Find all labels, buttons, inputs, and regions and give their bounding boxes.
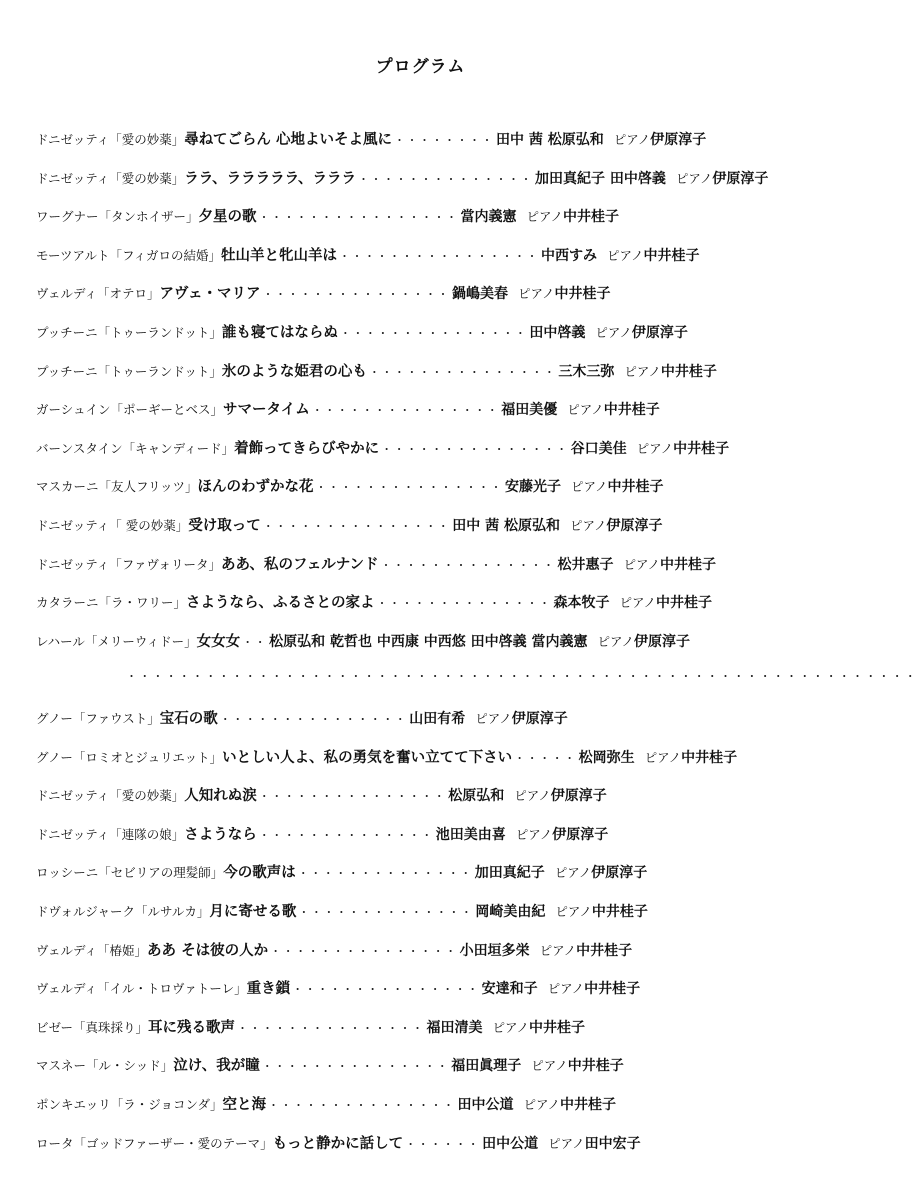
leader-dots: ・・・・・・・・・・・・・・・ xyxy=(219,713,408,726)
program-item xyxy=(36,589,826,628)
opera-title: 「メリーウィドー」 xyxy=(84,633,197,649)
opera-title: 「愛の妙薬」 xyxy=(109,170,185,186)
singer-names: 松井惠子 xyxy=(557,556,614,573)
pianist-name: 伊原淳子 xyxy=(650,132,707,148)
program-item xyxy=(36,396,826,435)
piano-label: ピアノ xyxy=(595,324,632,340)
pianist-name: 中井桂子 xyxy=(576,942,633,959)
leader-dots: ・・・・・・・・・・・・・・・・ xyxy=(258,211,459,225)
leader-dots: ・・・・・・・・・・・・・・・ xyxy=(237,1021,425,1035)
song-title: ああ そは彼の人か xyxy=(147,942,269,959)
pianist-name: 中井桂子 xyxy=(660,363,717,380)
opera-title: 「ファヴォリータ」 xyxy=(109,556,222,572)
singer-names: 田中公道 xyxy=(457,1096,514,1113)
song-title: 今の歌声は xyxy=(223,865,296,882)
singer-names: 池田美由喜 xyxy=(435,826,506,843)
program-item xyxy=(36,744,826,783)
opera-title: 「トゥーランドット」 xyxy=(97,363,222,379)
song-title: もっと静かに話して xyxy=(272,1135,404,1152)
song-title: ほんのわずかな花 xyxy=(197,479,314,496)
leader-dots: ・・・・・・・・・・・・・・・ xyxy=(261,1060,450,1074)
composer-name: ロッシーニ xyxy=(36,865,99,881)
singer-names: 松原弘和 xyxy=(448,788,505,805)
opera-title: 「ル・シッド」 xyxy=(86,1058,174,1074)
song-title: 人知れぬ涙 xyxy=(184,788,257,805)
piano-label: ピアノ xyxy=(475,711,512,726)
piano-label: ピアノ xyxy=(570,517,607,533)
opera-title: 「ゴッドファーザー・愛のテーマ」 xyxy=(73,1135,273,1151)
opera-title: 「連隊の娘」 xyxy=(109,826,185,842)
pianist-name: 中井桂子 xyxy=(673,440,730,457)
singer-names: 森本牧子 xyxy=(553,595,610,612)
leader-dots: ・・・・・ xyxy=(514,751,577,765)
composer-name: バーンスタイン xyxy=(36,440,123,456)
singer-names: 松原弘和 乾哲也 中西康 中西悠 田中啓義 當内義憲 xyxy=(269,633,588,650)
song-title: 泣け、我が瞳 xyxy=(173,1058,260,1075)
pianist-name: 中井桂子 xyxy=(681,749,738,766)
song-title: 牡山羊と牝山羊は xyxy=(221,247,338,264)
piano-label: ピアノ xyxy=(636,440,674,456)
leader-dots: ・・ xyxy=(242,635,268,649)
pianist-name: 伊原淳子 xyxy=(550,788,607,805)
composer-name: ドニゼッティ xyxy=(36,556,110,572)
opera-title: 「友人フリッツ」 xyxy=(98,479,198,495)
leader-dots: ・・・・・・・・・・・・・・ xyxy=(297,867,473,881)
composer-name: ガーシュイン xyxy=(36,402,111,418)
pianist-name: 田中宏子 xyxy=(584,1135,641,1152)
composer-name: プッチーニ xyxy=(36,363,98,379)
composer-name: ビゼー xyxy=(36,1019,74,1035)
piano-label: ピアノ xyxy=(624,363,661,379)
pianist-name: 中井桂子 xyxy=(643,247,700,264)
piano-label: ピアノ xyxy=(526,209,564,225)
piano-label: ピアノ xyxy=(492,1019,530,1035)
singer-names: 松岡弥生 xyxy=(578,749,635,766)
piano-label: ピアノ xyxy=(515,826,553,842)
program-item xyxy=(36,319,826,358)
song-title: 女女女 xyxy=(196,633,241,650)
program-item xyxy=(36,358,826,397)
program-item xyxy=(36,203,826,242)
song-title: 月に寄せる歌 xyxy=(209,903,297,920)
leader-dots: ・・・・・・・・・・・・・・ xyxy=(298,905,474,919)
pianist-name: 中井桂子 xyxy=(529,1019,586,1036)
program-item xyxy=(36,551,826,590)
piano-label: ピアノ xyxy=(675,170,713,186)
composer-name: カタラーニ xyxy=(36,595,99,611)
section-divider: ・・・・・・・・・・・・・・・・・・・・・・・・・・・・・・・・・・・・・・・・・・・・・・・・・・・・・・・・・・・・ xyxy=(126,670,918,683)
pianist-name: 中井桂子 xyxy=(567,1058,624,1075)
pianist-name: 中井桂子 xyxy=(584,981,641,998)
song-title: 夕星の歌 xyxy=(198,209,257,226)
program-item xyxy=(36,821,826,860)
singer-names: 三木三弥 xyxy=(558,363,615,380)
piano-label: ピアノ xyxy=(548,1135,585,1151)
piano-label: ピアノ xyxy=(554,865,592,881)
singer-names: 谷口美佳 xyxy=(570,440,627,457)
pianist-name: 中井桂子 xyxy=(607,479,664,496)
program-item xyxy=(36,512,826,551)
program-item xyxy=(36,628,826,667)
program-item xyxy=(36,126,826,165)
song-title: 氷のような姫君の心も xyxy=(221,363,367,380)
leader-dots: ・・・・・・・・・・・・・・・ xyxy=(339,326,528,340)
pianist-name: 中井桂子 xyxy=(603,402,660,419)
composer-name: ロータ xyxy=(36,1135,74,1151)
program-list-part-2 xyxy=(36,705,826,1168)
opera-title: 「トゥーランドット」 xyxy=(97,324,222,340)
pianist-name: 中井桂子 xyxy=(591,903,648,920)
song-title: 受け取って xyxy=(188,517,261,534)
leader-dots: ・・・・・・・・・・・・・・・ xyxy=(262,288,450,302)
composer-name: ドニゼッティ xyxy=(36,170,110,186)
program-item xyxy=(36,165,826,204)
pianist-name: 伊原淳子 xyxy=(631,324,688,341)
singer-names: 田中 茜 松原弘和 xyxy=(452,517,560,534)
opera-title: 「真珠採り」 xyxy=(73,1019,149,1035)
composer-name: ドニゼッティ xyxy=(36,517,110,533)
piano-label: ピアノ xyxy=(514,788,551,804)
opera-title: 「椿姫」 xyxy=(97,942,148,958)
opera-title: 「セビリアの理髪師」 xyxy=(98,865,224,881)
program-item xyxy=(36,242,826,281)
piano-label: ピアノ xyxy=(539,942,577,958)
singer-names: 當内義憲 xyxy=(460,209,517,226)
piano-label: ピアノ xyxy=(555,903,592,919)
singer-names: 安藤光子 xyxy=(505,479,562,496)
singer-names: 福田美優 xyxy=(501,402,558,419)
pianist-name: 伊原淳子 xyxy=(591,865,648,882)
song-title: 耳に残る歌声 xyxy=(148,1019,236,1036)
leader-dots: ・・・・・・・・・・・・・・・ xyxy=(368,365,557,379)
pianist-name: 伊原淳子 xyxy=(712,170,769,187)
leader-dots: ・・・・・・・・・・・・・・・ xyxy=(315,481,504,495)
composer-name: レハール xyxy=(36,633,85,649)
song-title: 空と海 xyxy=(222,1096,267,1113)
composer-name: モーツアルト xyxy=(36,247,110,263)
opera-title: 「ラ・ジョコンダ」 xyxy=(110,1096,223,1112)
song-title: ララ、ラララララ、ラララ xyxy=(184,170,356,187)
leader-dots: ・・・・・・・・・・・・・・・ xyxy=(268,1098,456,1112)
composer-name: ドニゼッティ xyxy=(36,788,110,804)
composer-name: ワーグナー xyxy=(36,209,99,225)
leader-dots: ・・・・・・・・・・・・・・・・ xyxy=(339,249,540,263)
program-item xyxy=(36,1014,826,1053)
opera-title: 「キャンディード」 xyxy=(122,440,235,456)
piano-label: ピアノ xyxy=(607,247,644,263)
singer-names: 福田眞理子 xyxy=(451,1058,522,1075)
leader-dots: ・・・・・・・・・・・・・・・ xyxy=(381,442,569,456)
song-title: サマータイム xyxy=(223,402,310,419)
pianist-name: 伊原淳子 xyxy=(634,633,691,650)
singer-names: 岡崎美由紀 xyxy=(475,903,546,920)
program-item xyxy=(36,1130,826,1169)
leader-dots: ・・・・・・・・・・・・・・ xyxy=(380,558,556,572)
singer-names: 鍋嶋美春 xyxy=(451,286,508,303)
page-title: プログラム xyxy=(375,57,466,77)
opera-title: 「ラ・ワリー」 xyxy=(98,595,187,611)
singer-names: 小田垣多栄 xyxy=(459,942,530,959)
song-title: 尋ねてごらん 心地よいそよ風に xyxy=(184,132,392,148)
composer-name: ポンキエッリ xyxy=(36,1096,111,1112)
singer-names: 加田真紀子 xyxy=(474,865,545,882)
pianist-name: 中井桂子 xyxy=(656,595,713,612)
opera-title: 「ロミオとジュリエット」 xyxy=(72,749,223,765)
leader-dots: ・・・・・・・・・・・・・・・ xyxy=(258,790,447,804)
leader-dots: ・・・・・・・・・・・・・・・ xyxy=(270,944,458,958)
program-item xyxy=(36,473,826,512)
song-title: さようなら、ふるさとの家よ xyxy=(186,595,375,612)
pianist-name: 伊原淳子 xyxy=(552,826,609,843)
composer-name: ヴェルディ xyxy=(36,942,98,958)
pianist-name: 中井桂子 xyxy=(660,556,717,573)
piano-label: ピアノ xyxy=(571,479,608,495)
opera-title: 「オテロ」 xyxy=(97,286,160,302)
piano-label: ピアノ xyxy=(597,633,635,649)
program-item xyxy=(36,975,826,1014)
song-title: 誰も寝てはならぬ xyxy=(221,324,338,341)
piano-label: ピアノ xyxy=(619,595,657,611)
composer-name: ヴェルディ xyxy=(36,286,98,302)
leader-dots: ・・・・・・・・ xyxy=(393,134,494,147)
singer-names: 田中 茜 松原弘和 xyxy=(495,132,604,148)
song-title: 宝石の歌 xyxy=(159,711,218,727)
song-title: 着飾ってきらびやかに xyxy=(234,440,380,457)
leader-dots: ・・・・・・・・・・・・・・・ xyxy=(262,519,451,533)
opera-title: 「フィガロの結婚」 xyxy=(109,247,222,263)
singer-names: 安達和子 xyxy=(481,981,538,998)
singer-names: 中西すみ xyxy=(541,247,598,264)
singer-names: 福田清美 xyxy=(426,1019,483,1036)
leader-dots: ・・・・・・・・・・・・・・ xyxy=(258,828,434,842)
composer-name: ドニゼッティ xyxy=(36,826,110,842)
piano-label: ピアノ xyxy=(613,132,651,147)
pianist-name: 中井桂子 xyxy=(560,1096,617,1113)
leader-dots: ・・・・・・・・・・・・・・・ xyxy=(311,404,500,418)
program-item xyxy=(36,435,826,474)
composer-name: ヴェルディ xyxy=(36,981,98,997)
opera-title: 「イル・トロヴァトーレ」 xyxy=(97,981,247,997)
leader-dots: ・・・・・・ xyxy=(405,1137,481,1151)
composer-name: グノー xyxy=(36,749,73,765)
singer-names: 加田真紀子 田中啓義 xyxy=(534,170,666,187)
composer-name: プッチーニ xyxy=(36,324,98,340)
opera-title: 「ルサルカ」 xyxy=(134,903,210,919)
opera-title: 「 愛の妙薬」 xyxy=(109,517,189,533)
piano-label: ピアノ xyxy=(567,402,604,418)
program-item xyxy=(36,705,826,744)
leader-dots: ・・・・・・・・・・・・・・・ xyxy=(292,983,480,997)
singer-names: 田中啓義 xyxy=(529,324,586,341)
piano-label: ピアノ xyxy=(623,556,661,572)
program-item xyxy=(36,859,826,898)
opera-title: 「タンホイザー」 xyxy=(98,209,199,225)
program-item xyxy=(36,937,826,976)
song-title: ああ、私のフェルナンド xyxy=(221,556,379,573)
singer-names: 山田有希 xyxy=(409,711,466,727)
composer-name: マスカーニ xyxy=(36,479,99,495)
opera-title: 「ファウスト」 xyxy=(72,711,160,726)
piano-label: ピアノ xyxy=(517,286,555,302)
program-item xyxy=(36,1052,826,1091)
composer-name: ドヴォルジャーク xyxy=(36,903,135,919)
song-title: アヴェ・マリア xyxy=(159,286,261,303)
program-list-part-1 xyxy=(36,126,826,666)
leader-dots: ・・・・・・・・・・・・・・ xyxy=(357,172,533,186)
piano-label: ピアノ xyxy=(644,749,682,765)
pianist-name: 伊原淳子 xyxy=(606,517,663,534)
song-title: いとしい人よ、私の勇気を奮い立てて下さい xyxy=(222,749,513,766)
song-title: 重き鎖 xyxy=(246,981,291,998)
singer-names: 田中公道 xyxy=(482,1135,539,1152)
leader-dots: ・・・・・・・・・・・・・・ xyxy=(376,597,552,611)
pianist-name: 中井桂子 xyxy=(554,286,611,303)
piano-label: ピアノ xyxy=(531,1058,568,1074)
program-item xyxy=(36,782,826,821)
program-item xyxy=(36,1091,826,1130)
opera-title: 「ポーギーとベス」 xyxy=(110,402,224,418)
piano-label: ピアノ xyxy=(547,981,585,997)
composer-name: ドニゼッティ xyxy=(36,132,110,147)
song-title: さようなら xyxy=(184,826,257,843)
piano-label: ピアノ xyxy=(523,1096,561,1112)
program-item xyxy=(36,898,826,937)
pianist-name: 中井桂子 xyxy=(563,209,620,226)
pianist-name: 伊原淳子 xyxy=(511,711,568,727)
opera-title: 「愛の妙薬」 xyxy=(109,132,185,147)
opera-title: 「愛の妙薬」 xyxy=(109,788,185,804)
composer-name: マスネー xyxy=(36,1058,87,1074)
composer-name: グノー xyxy=(36,711,73,726)
program-item xyxy=(36,280,826,319)
